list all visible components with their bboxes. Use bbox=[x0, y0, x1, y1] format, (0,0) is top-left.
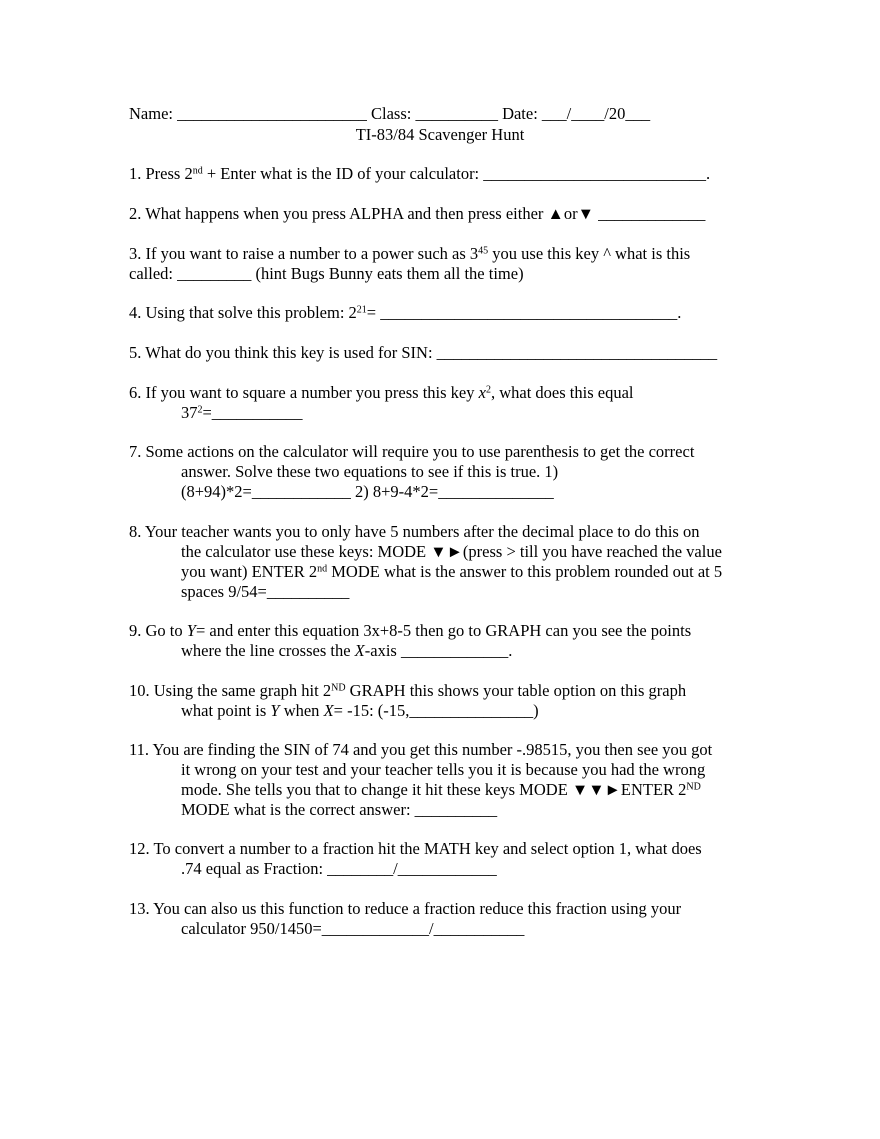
question-8-line-4: spaces 9/54=__________ bbox=[181, 582, 350, 601]
q6-line2-b: =___________ bbox=[202, 403, 303, 422]
q10-superscript: ND bbox=[331, 682, 346, 694]
q6-variable-x: x bbox=[478, 383, 486, 402]
page-title: TI-83/84 Scavenger Hunt bbox=[355, 125, 525, 144]
question-10-line-1 bbox=[129, 681, 686, 701]
question-11-line-1: 11. You are finding the SIN of 74 and you get this number -.98515, you then see you got bbox=[129, 740, 713, 759]
question-4 bbox=[129, 303, 681, 323]
q9-line2-a: where the line crosses the bbox=[181, 641, 355, 660]
q6-line2-superscript: 2 bbox=[197, 404, 203, 416]
q8-line3-superscript: nd bbox=[317, 563, 328, 575]
question-3-line-1 bbox=[129, 244, 690, 264]
q10-line2-c: = -15: (-15,_______________) bbox=[333, 701, 539, 720]
question-8-line-3 bbox=[181, 562, 722, 582]
q6-line2-a: 37 bbox=[181, 403, 198, 422]
q1-text-a: 1. Press 2 bbox=[129, 164, 193, 183]
q9-text-b: = and enter this equation 3x+8-5 then go to GRAPH can you see the points bbox=[195, 621, 692, 640]
question-8-line-1: 8. Your teacher wants you to only have 5 numbers after the decimal place to do this on bbox=[129, 522, 700, 541]
q11-line3-superscript: ND bbox=[686, 781, 701, 793]
q4-text-b: = ____________________________________. bbox=[366, 303, 682, 322]
q9-text-a: 9. Go to bbox=[129, 621, 187, 640]
question-2: 2. What happens when you press ALPHA and then press either ▲or▼ _____________ bbox=[129, 204, 706, 223]
question-7-line-1: 7. Some actions on the calculator will require you to use parenthesis to get the correct bbox=[129, 442, 695, 461]
q10-line2-a: what point is bbox=[181, 701, 271, 720]
q4-superscript: 21 bbox=[356, 304, 367, 316]
q4-text-a: 4. Using that solve this problem: 2 bbox=[129, 303, 357, 322]
question-13-line-1: 13. You can also us this function to reduce a fraction reduce this fraction using your bbox=[129, 899, 682, 918]
question-13-line-2: calculator 950/1450=_____________/___________ bbox=[181, 919, 525, 938]
question-12-line-2: .74 equal as Fraction: ________/____________ bbox=[181, 859, 497, 878]
q1-superscript: nd bbox=[192, 165, 203, 177]
question-5: 5. What do you think this key is used for SIN: __________________________________ bbox=[129, 343, 718, 362]
q9-line2-b: -axis _____________. bbox=[364, 641, 513, 660]
q8-line3-a: you want) ENTER 2 bbox=[181, 562, 318, 581]
q3-superscript: 45 bbox=[478, 245, 489, 257]
question-8-line-2: the calculator use these keys: MODE ▼►(press > till you have reached the value bbox=[181, 542, 722, 561]
question-6-line-1 bbox=[129, 383, 633, 403]
question-3-line-2: called: _________ (hint Bugs Bunny eats them all the time) bbox=[129, 264, 524, 283]
header-name-class-date: Name: _______________________ Class: __________ Date: ___/____/20___ bbox=[129, 104, 651, 123]
question-10-line-2 bbox=[181, 701, 539, 721]
q11-line3-a: mode. She tells you that to change it hit these keys MODE ▼▼►ENTER 2 bbox=[181, 780, 687, 799]
q10-line2-b: when bbox=[279, 701, 324, 720]
question-7-line-3: (8+94)*2=____________ 2) 8+9-4*2=______________ bbox=[181, 482, 554, 501]
q6-superscript: 2 bbox=[485, 384, 491, 396]
q10-variable-y: Y bbox=[270, 701, 280, 720]
q6-text-b: , what does this equal bbox=[490, 383, 634, 402]
question-9-line-2 bbox=[181, 641, 512, 661]
q6-text-a: 6. If you want to square a number you press this key bbox=[129, 383, 479, 402]
question-9-line-1 bbox=[129, 621, 691, 641]
q3-text-a: 3. If you want to raise a number to a power such as 3 bbox=[129, 244, 479, 263]
question-11-line-2: it wrong on your test and your teacher tells you it is because you had the wrong bbox=[181, 760, 706, 779]
q3-text-b: you use this key ^ what is this bbox=[488, 244, 691, 263]
question-6-line-2 bbox=[181, 403, 303, 423]
question-1 bbox=[129, 164, 710, 184]
q9-variable-y: Y bbox=[186, 621, 196, 640]
q10-text-a: 10. Using the same graph hit 2 bbox=[129, 681, 332, 700]
question-11-line-3 bbox=[181, 780, 701, 800]
q1-text-b: + Enter what is the ID of your calculator: ___________________________. bbox=[202, 164, 711, 183]
q10-text-b: GRAPH this shows your table option on this graph bbox=[345, 681, 687, 700]
q8-line3-b: MODE what is the answer to this problem rounded out at 5 bbox=[327, 562, 723, 581]
question-7-line-2: answer. Solve these two equations to see if this is true. 1) bbox=[181, 462, 559, 481]
q9-variable-x: X bbox=[354, 641, 365, 660]
question-12-line-1: 12. To convert a number to a fraction hit the MATH key and select option 1, what does bbox=[129, 839, 702, 858]
q10-variable-x: X bbox=[323, 701, 334, 720]
question-11-line-4: MODE what is the correct answer: __________ bbox=[181, 800, 498, 819]
